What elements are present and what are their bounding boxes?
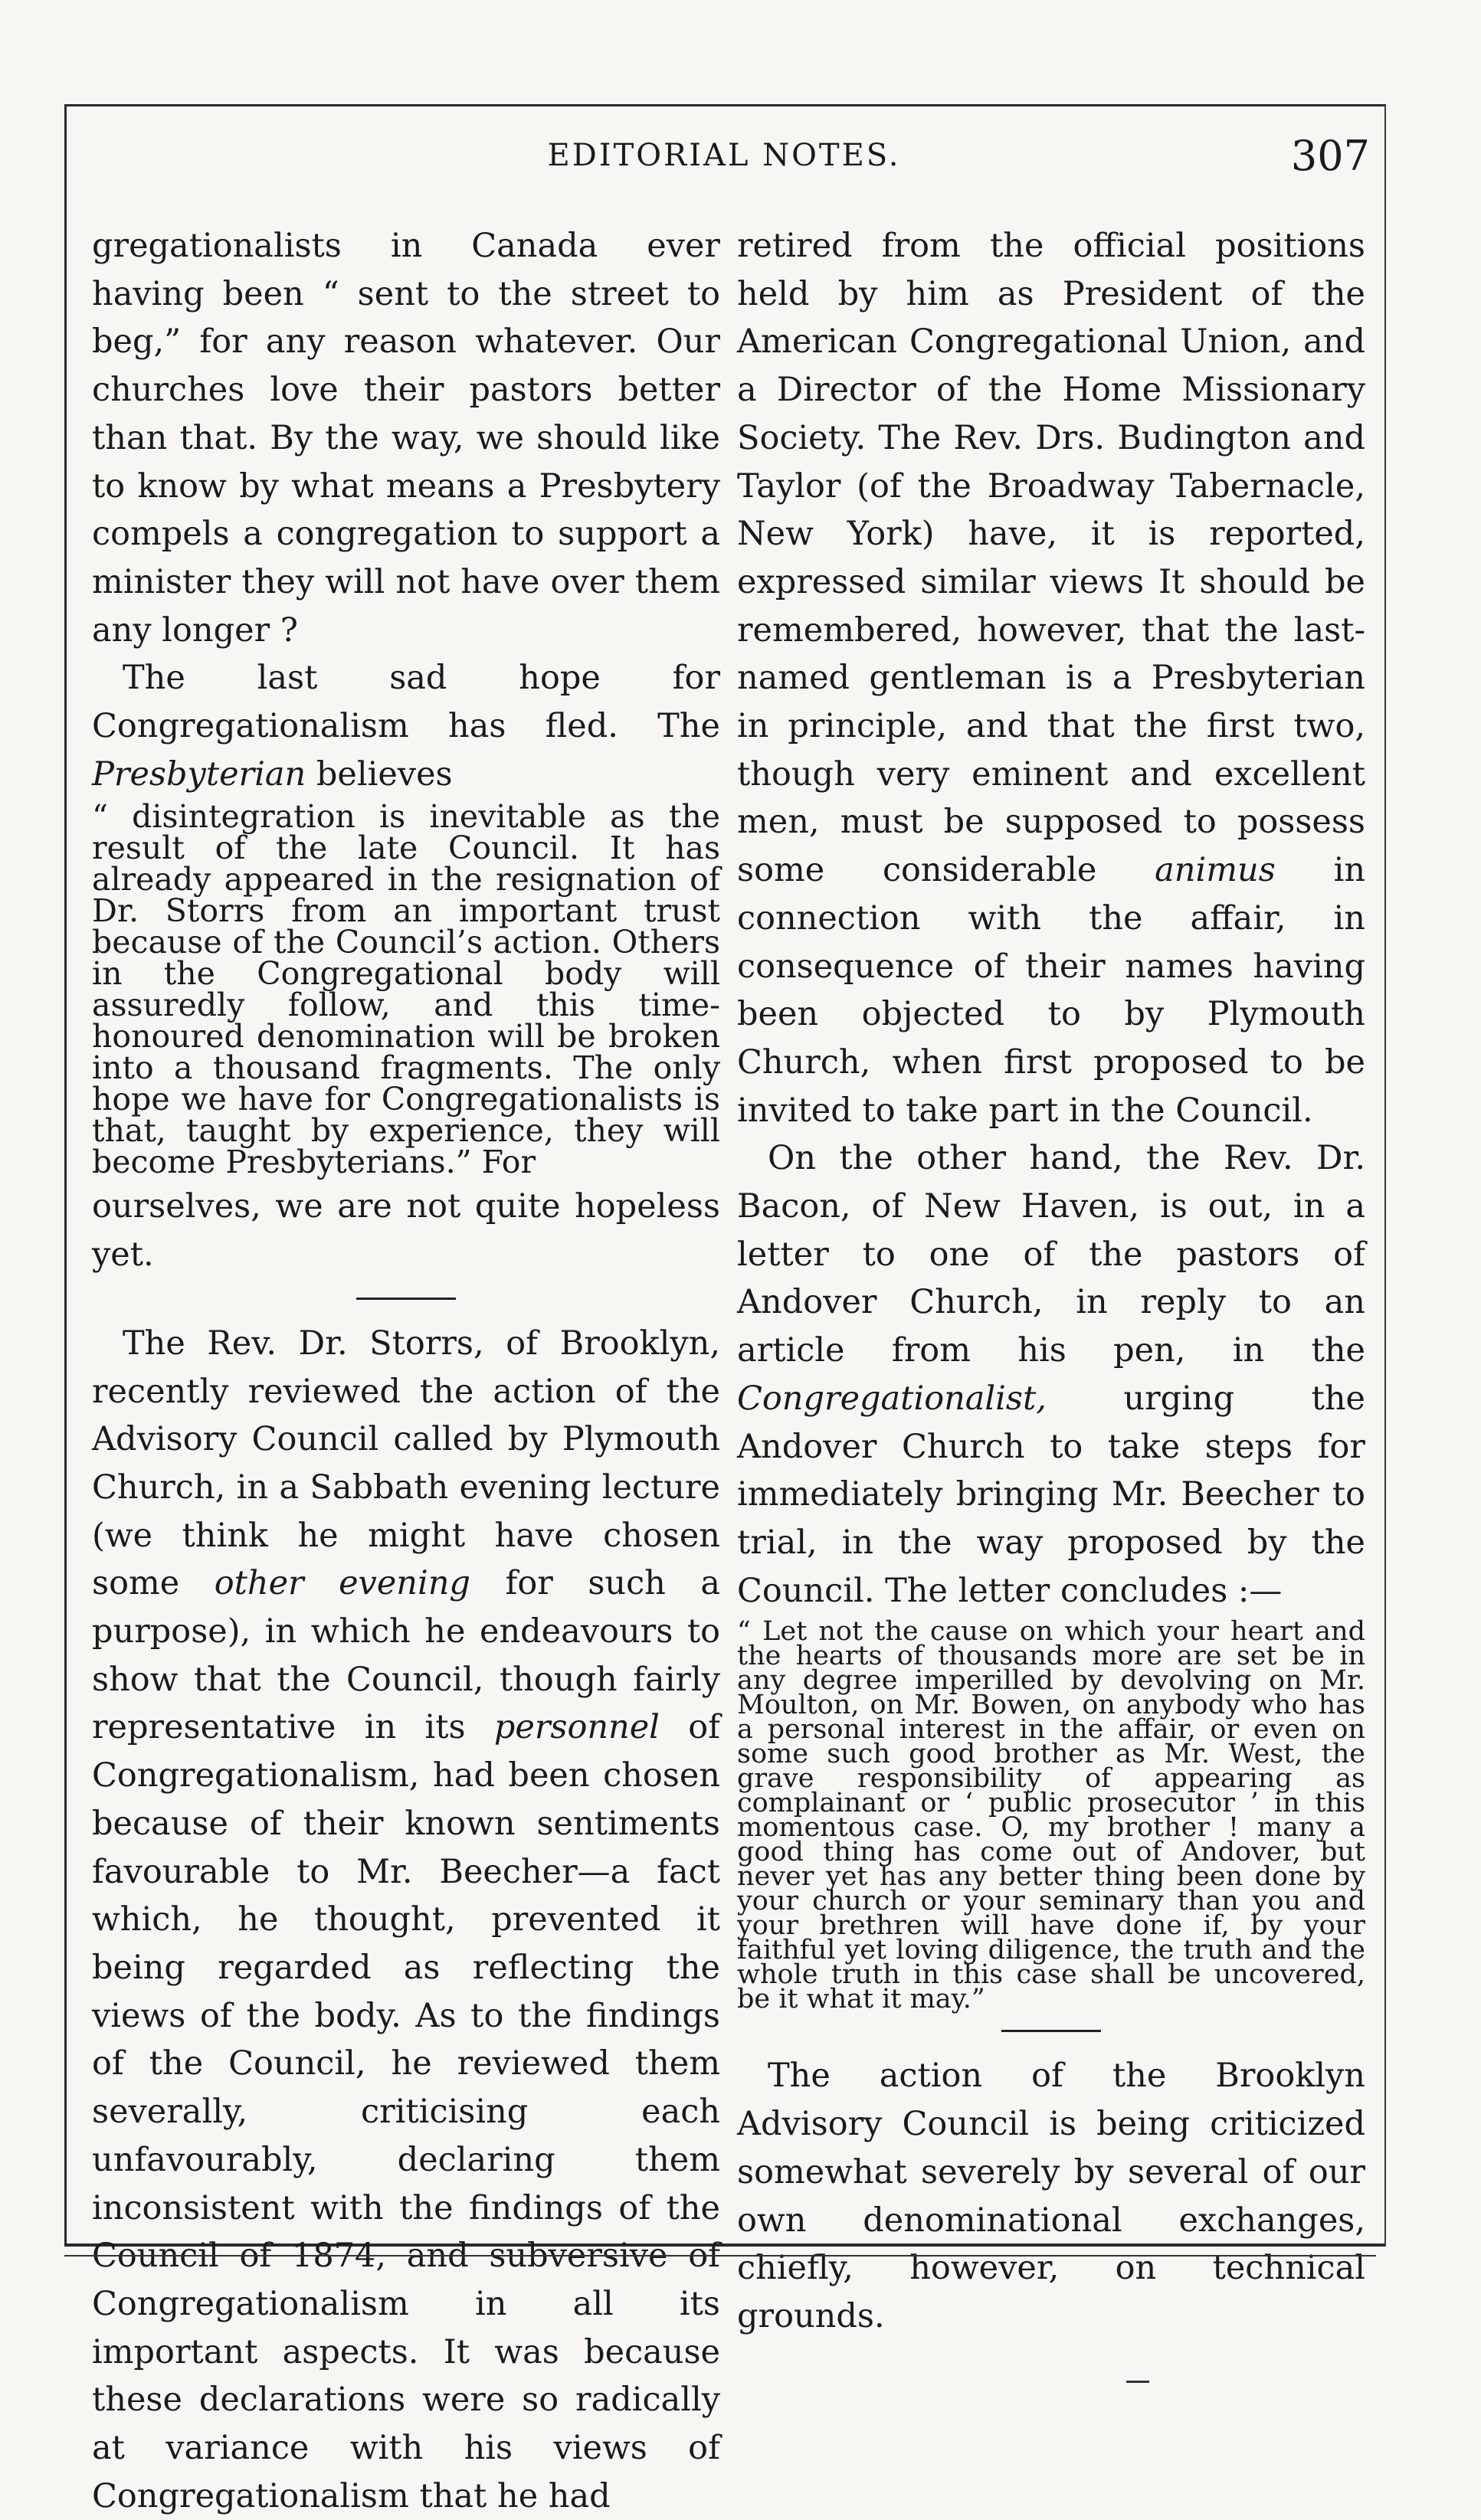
text-intro: The last sad hope for Congregationalism has fled. The — [92, 659, 720, 746]
section-divider — [356, 1298, 456, 1300]
page-header — [77, 129, 1371, 190]
italic-animus: animus — [1155, 851, 1276, 890]
section-divider — [1001, 2030, 1101, 2032]
paragraph-canada-pastors: gregationalists in Canada ever having been “ sent to the street to beg,” for any reason whatever. Our churches love their pastors better than that. By the way, we should like to know by what means a Presbytery compels a congregation to support a minister they will not have over them any longer ? — [92, 227, 720, 650]
presbyterian-quotation: “ disintegration is inevitable as the result of the late Council. It has already appeared in the resignation of Dr. Storrs from an important trust because of the Council’s action. Others in the Congregational body will assuredly follow, and this time-honoured denomination will be broken into a thousand fragments. The only hope we have for Congregationalists is that, taught by experience, they will become Presbyterians.” For — [92, 798, 720, 1181]
text-bacon-a: On the other hand, the Rev. Dr. Bacon, of New Haven, is out, in a letter to one of the pastors of Andover Church, in reply to an article from his pen, in the — [737, 1139, 1365, 1370]
text-believes: believes — [316, 754, 453, 794]
text-animus-end: in connection with the affair, in consequence of their names having been objected to by Plymouth Church, when first proposed to be invited to take part in the Council. — [737, 851, 1366, 1130]
italic-other-evening: other evening — [214, 1564, 470, 1603]
paragraph-presbyterian-intro — [92, 654, 720, 798]
right-column — [737, 222, 1365, 2341]
paragraph-advisory-criticism: The action of the Brooklyn Advisory Council is being criticized somewhat severely by several of our own denominational exchanges, chiefly, however, on technical grounds. — [737, 2057, 1365, 2335]
running-title: EDITORIAL NOTES. — [547, 138, 901, 173]
paragraph-retired-positions — [737, 222, 1365, 1134]
page-number: 307 — [1290, 132, 1370, 180]
journal-title-congregationalist: Congregationalist, — [737, 1379, 1047, 1418]
journal-title-presbyterian: Presbyterian — [92, 754, 306, 794]
text-bacon-b: urging the Andover Church to take steps for immediately bringing Mr. Beecher to trial, in the way proposed by the Council. The letter concludes :— — [737, 1379, 1365, 1610]
text-storrs-a: The Rev. Dr. Storrs, of Brooklyn, recently reviewed the action of the Advisory Council called by Plymouth Church, in a Sabbath evening lecture (we think he might have chosen some — [92, 1324, 720, 1603]
paragraph-storrs-review — [92, 1320, 720, 2520]
print-speck — [1126, 2381, 1149, 2383]
paragraph-hopeless-close: ourselves, we are not quite hopeless yet. — [92, 1187, 720, 1275]
left-column — [92, 222, 720, 2520]
bacon-letter-quotation: “ Let not the cause on which your heart and the hearts of thousands more are set be in any degree imperilled by devolving on Mr. Moulton, on Mr. Bowen, on anybody who has a personal interest in the affair, or even on some such good brother as Mr. West, the grave responsibility of appearing as complainant or ‘ public prosecutor ’ in this momentous case. O, my brother ! many a good thing has come out of Andover, but never yet has any better thing been done by your church or your seminary than you and your brethren will have done if, by your faithful yet loving diligence, the truth and the whole truth in this case shall be uncovered, be it what it may.” — [737, 1616, 1365, 2015]
text-storrs-c: of Congregationalism, had been chosen because of their known sentiments favourable to Mr. Beecher—a fact which, he thought, prevented it being regarded as reflecting the views of the body. As to the findings of the Council, he reviewed them severally, criticising each unfavourably, declaring them inconsistent with the findings of the Council of 1874, and subversive of Congregationalism in all its important aspects. It was because these declarations were so radically at variance with his views of Congregationalism that he had — [92, 1708, 721, 2515]
italic-personnel: personnel — [493, 1708, 660, 1747]
paragraph-bacon-letter — [737, 1134, 1365, 1615]
text-retired: retired from the official positions held by him as President of the American Congregational Union, and a Director of the Home Missionary Society. The Rev. Drs. Budington and Taylor (of the Broadway Tabernacle, New York) have, it is reported, expressed similar views It should be remembered, however, that the last-named gentleman is a Presbyterian in principle, and that the first two, though very eminent and excellent men, must be supposed to possess some considerable — [737, 227, 1365, 890]
bottom-rule — [64, 2255, 1376, 2257]
text-storrs-b: for such a purpose), in which he endeavours to show that the Council, though fairly representative in its — [92, 1564, 721, 1747]
